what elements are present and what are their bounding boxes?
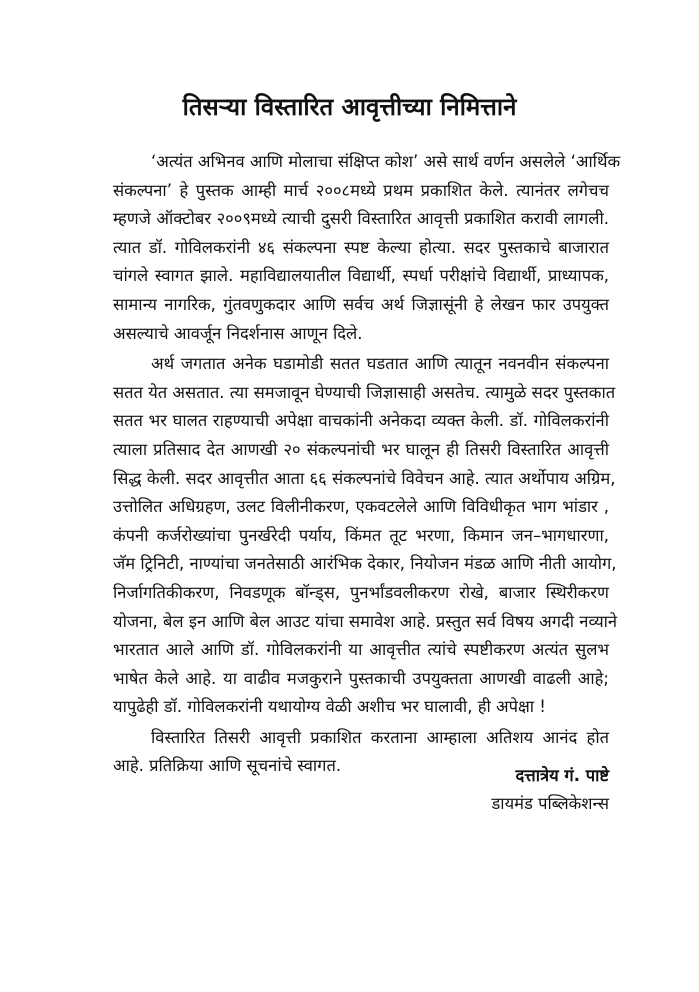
- text-line: भाषेत केले आहे. या वाढीव मजकुराने पुस्तकाची उपयुक्तता आणखी वाढली आहे;: [113, 668, 609, 688]
- paragraph: [113, 350, 618, 722]
- text-line: त्यात डॉ. गोविलकरांनी ४६ संकल्पना स्पष्ट केल्या होत्या. सदर पुस्तकाचे बाजारात: [113, 237, 609, 257]
- text-line: विस्तारित तिसरी आवृत्ती प्रकाशित करताना आम्हाला अतिशय आनंद होत: [151, 727, 609, 747]
- text-line: जॅम ट्रिनिटी, नाण्यांचा जनतेसाठी आरंभिक देकार, नियोजन मंडळ आणि नीती आयोग,: [113, 554, 617, 574]
- document-body: [113, 148, 621, 783]
- text-line: योजना, बेल इन आणि बेल आउट यांचा समावेश आहे. प्रस्तुत सर्व विषय अगदी नव्याने: [113, 611, 618, 631]
- paragraph: [113, 148, 621, 348]
- text-line: सामान्य नागरिक, गुंतवणुकदार आणि सर्वच अर्थ जिज्ञासूंनी हे लेखन फार उपयुक्त: [113, 294, 609, 314]
- text-line: सिद्ध केली. सदर आवृत्तीत आता ६६ संकल्पनांचे विवेचन आहे. त्यात अर्थोपाय अग्रिम,: [113, 468, 616, 488]
- text-line: सतत भर घालत राहण्याची अपेक्षा वाचकांनी अनेकदा व्यक्त केली. डॉ. गोविलकरांनी: [113, 411, 609, 431]
- text-line: ‘अत्यंत अभिनव आणि मोलाचा संक्षिप्त कोश’ असे सार्थ वर्णन असलेले ‘आर्थिक: [151, 152, 621, 171]
- signature-organization: डायमंड पब्लिकेशन्स: [491, 794, 609, 813]
- text-line: निर्जागतिकीकरण, निवडणूक बॉन्ड्स, पुनर्भांडवलीकरण रोखे, बाजार स्थिरीकरण: [113, 582, 609, 602]
- text-line: भारतात आले आणि डॉ. गोविलकरांनी या आवृत्तीत त्यांचे स्पष्टीकरण अत्यंत सुलभ: [113, 640, 609, 660]
- page-title: तिसऱ्या विस्तारित आवृत्तीच्या निमित्ताने: [182, 93, 517, 121]
- text-line: यापुढेही डॉ. गोविलकरांनी यथायोग्य वेळी अशीच भर घालावी, ही अपेक्षा !: [113, 697, 546, 717]
- text-line: सतत येत असतात. त्या समजावून घेण्याची जिज्ञासाही असतेच. त्यामुळे सदर पुस्तकात: [113, 382, 616, 402]
- text-line: त्याला प्रतिसाद देत आणखी २० संकल्पनांची भर घालून ही तिसरी विस्तारित आवृत्ती: [113, 439, 609, 459]
- text-line: म्हणजे ऑक्टोबर २००९मध्ये त्याची दुसरी विस्तारित आवृत्ती प्रकाशित करावी लागली.: [113, 209, 609, 229]
- text-line: संकल्पना’ हे पुस्तक आम्ही मार्च २००८मध्ये प्रथम प्रकाशित केले. त्यानंतर लगेचच: [113, 180, 609, 200]
- text-line: अर्थ जगतात अनेक घडामोडी सतत घडतात आणि त्यातून नवनवीन संकल्पना: [151, 354, 609, 374]
- text-line: आहे. प्रतिक्रिया आणि सूचनांचे स्वागत.: [113, 756, 342, 776]
- text-line: उत्तोलित अधिग्रहण, उलट विलीनीकरण, एकवटलेले आणि विविधीकृत भाग भांडार ,: [113, 497, 609, 517]
- text-line: कंपनी कर्जरोख्यांचा पुनर्खरेदी पर्याय, किंमत तूट भरणा, किमान जन–भागधारणा,: [113, 525, 609, 545]
- text-line: असल्याचे आवर्जून निदर्शनास आणून दिले.: [113, 323, 363, 343]
- text-line: चांगले स्वागत झाले. महाविद्यालयातील विद्यार्थी, स्पर्धा परीक्षांचे विद्यार्थी, प्राध्यापक,: [113, 266, 609, 286]
- signature-name: दत्तात्रेय गं. पाष्टे: [515, 766, 609, 785]
